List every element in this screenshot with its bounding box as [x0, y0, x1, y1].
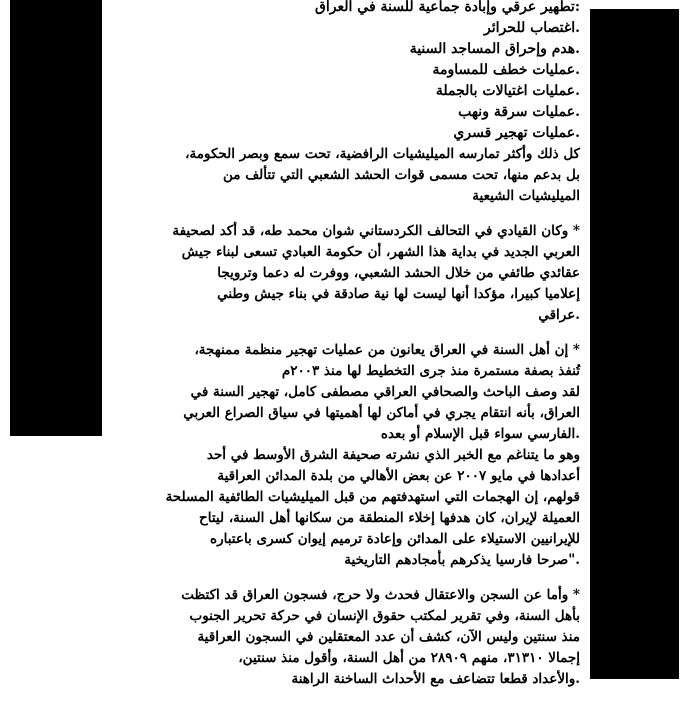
text-line: .والأعداد قطعا تتضاعف مع الأحداث الساخنة الراهنة: [291, 671, 580, 687]
text-line: :تطهير عرقي وإبادة جماعية للسنة في العراق: [315, 0, 580, 15]
text-line: العميلة لإيران، كان هدفها إخلاء المنطقة من سكانها أهل السنة، ليتاح: [199, 510, 580, 526]
text-line: .اغتصاب للحرائر: [484, 20, 580, 36]
paragraph-militias-summary: [102, 144, 590, 207]
text-line: .الفارسي سواء قبل الإسلام أو بعده: [380, 426, 580, 442]
text-line: .عراقي: [538, 307, 580, 323]
text-line: بأهل السنة، وفي تقرير لمكتب حقوق الإنسان في حركة تحرير الجنوب: [189, 608, 580, 624]
text-line: الميليشيات الشيعية: [472, 188, 580, 204]
text-line: منذ سنتين وليس الآن، كشف أن عدد المعتقلين في السجون العراقية: [197, 629, 580, 645]
text-line: وهو ما يتناغم مع الخبر الذي نشرته صحيفة الشرق الأوسط في أحد: [206, 447, 580, 463]
text-line: * وكان القيادي في التحالف الكردستاني شوان محمد طه، قد أكد لصحيفة: [172, 223, 580, 239]
text-line: العراق، بأنه انتقام يجري في أماكن لها أهميتها في سياق الصراع العربي: [183, 405, 580, 421]
text-line: تُنفذ بصفة مستمرة منذ جرى التخطيط لها منذ ٢٠٠٣م: [281, 363, 580, 379]
text-line: .عمليات سرقة ونهب: [458, 104, 580, 120]
text-line: إعلاميا كبيرا، مؤكدا أنها ليست لها نية صادقة في بناء جيش وطني: [217, 286, 580, 302]
paragraph-kurdish-leader: [102, 221, 590, 326]
article-body: [102, 0, 590, 704]
redaction-bar-right: [590, 9, 679, 679]
text-line: لقد وصف الباحث والصحافي العراقي مصطفى كامل، تهجير السنة في: [190, 384, 580, 400]
text-line: أعدادها في مايو ٢٠٠٧ عن بعض الأهالي من بلدة المدائن العراقية: [217, 468, 580, 484]
text-line: * وأما عن السجن والاعتقال فحدث ولا حرج، فسجون العراق قد اكتظت: [181, 587, 580, 603]
text-line: بل بدعم منها، تحت مسمى قوات الحشد الشعبي التي تتألف من: [223, 167, 580, 183]
text-line: إجمالا ٣١٣١٠، منهم ٢٨٩٠٩ من أهل السنة، وأقول منذ سنتين،: [238, 650, 580, 666]
text-line: .هدم وإحراق المساجد السنية: [409, 41, 580, 57]
paragraph-crimes-list: [102, 0, 590, 144]
text-line: ."صرحا فارسيا يذكرهم بأمجادهم التاريخية: [344, 552, 580, 568]
text-line: عقائدي طائفي من خلال الحشد الشعبي، ووفرت له دعما وترويجا: [217, 265, 580, 281]
text-line: كل ذلك وأكثر تمارسه الميليشيات الرافضية، تحت سمع وبصر الحكومة،: [185, 146, 580, 162]
redaction-bar-left: [10, 0, 102, 436]
text-line: .عمليات اغتيالات بالجملة: [435, 83, 580, 99]
text-line: * إن أهل السنة في العراق يعانون من عمليات تهجير منظمة ممنهجة،: [194, 342, 580, 358]
text-line: .عمليات خطف للمساومة: [432, 62, 580, 78]
text-line: .عمليات تهجير قسري: [453, 125, 580, 141]
paragraph-prisons: [102, 585, 590, 690]
paragraph-displacement: [102, 340, 590, 571]
text-line: العربي الجديد في بداية هذا الشهر، أن حكومة العبادي تسعى لبناء جيش: [181, 244, 580, 260]
text-line: قولهم، إن الهجمات التي استهدفتهم من قبل الميليشيات الطائفية المسلحة: [165, 489, 580, 505]
text-line: للإيرانيين الاستيلاء على المدائن وإعادة ترميم إيوان كسرى باعتباره: [210, 531, 580, 547]
